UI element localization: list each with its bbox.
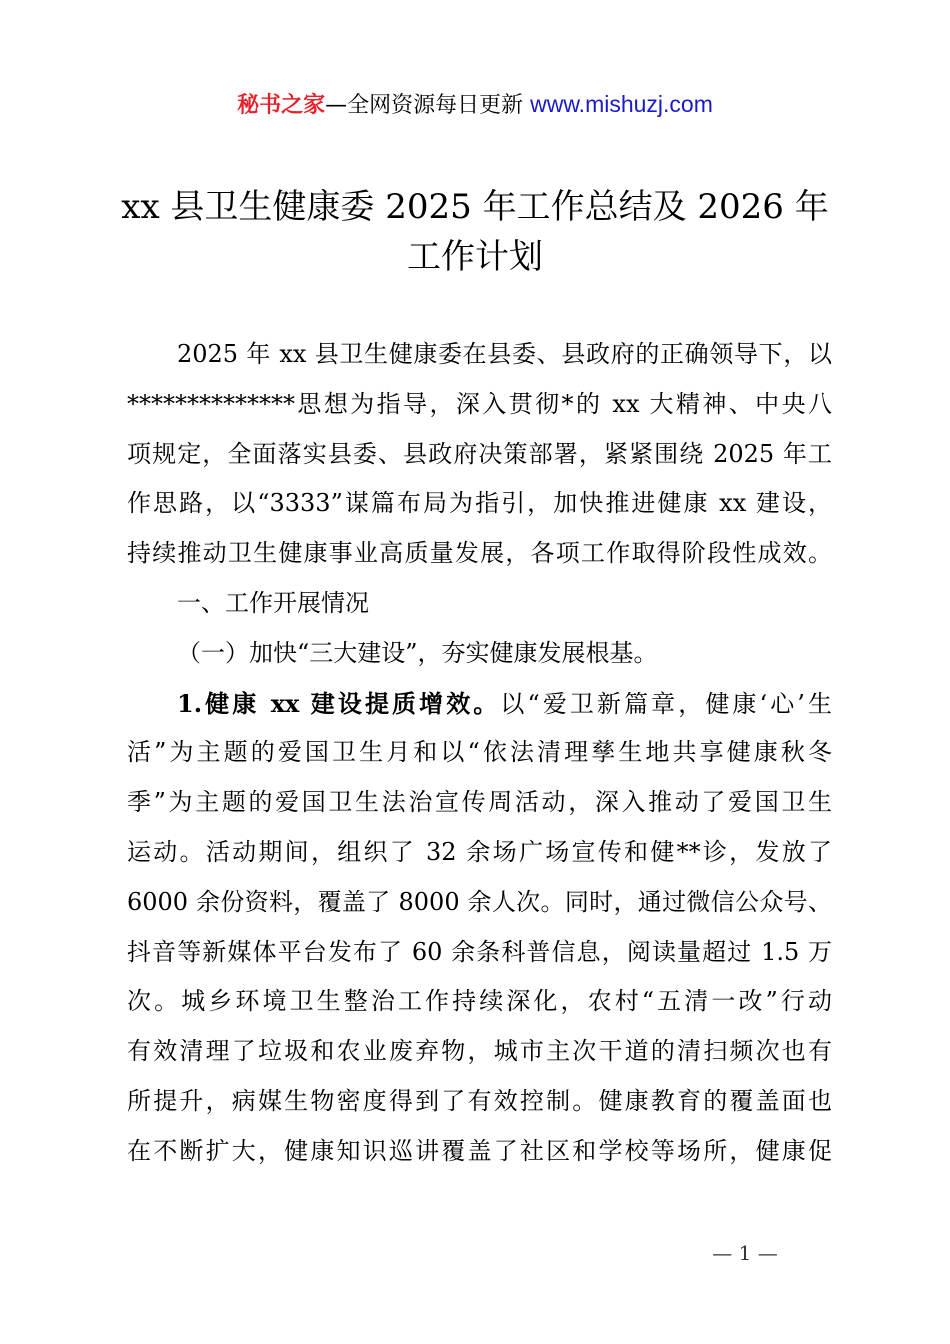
text-line: 在不断扩大，健康知识巡讲覆盖了社区和学校等场所，健康促	[127, 1136, 832, 1165]
banner-slogan: —全网资源每日更新	[325, 93, 531, 118]
title-line-1: xx 县卫生健康委 2025 年工作总结及 2026 年	[121, 187, 829, 227]
item-text: 以“爱卫新篇章，健康‘心’生	[500, 689, 832, 718]
item-heading: 1.健康 xx 建设提质增效。	[177, 688, 501, 718]
text-line: 有效清理了垃圾和农业废弃物，城市主次干道的清扫频次也有	[127, 1037, 832, 1066]
text-line: 次。城乡环境卫生整治工作持续深化，农村“五清一改”行动	[127, 987, 832, 1016]
title-line-2: 工作计划	[407, 237, 543, 277]
text-line: 持续推动卫生健康事业高质量发展，各项工作取得阶段性成效。	[127, 539, 832, 568]
page-number: — 1 —	[712, 1241, 778, 1265]
text-line: 活”为主题的爱国卫生月和以“依法清理孳生地共享健康秋冬	[127, 738, 832, 767]
text-line: 2025 年 xx 县卫生健康委在县委、县政府的正确领导下，以	[177, 340, 832, 368]
section-heading: 一、工作开展情况	[177, 588, 369, 617]
document-title	[100, 182, 850, 282]
site-banner	[0, 88, 950, 122]
text-line	[127, 679, 832, 729]
text-line: 季”为主题的爱国卫生法治宣传周活动，深入推动了爱国卫生	[127, 788, 832, 817]
text-line: **************思想为指导，深入贯彻*的 xx 大精神、中央八	[127, 389, 832, 418]
brand-name: 秘书之家	[237, 93, 326, 118]
document-body	[127, 330, 832, 1177]
subsection-heading: （一）加快“三大建设”，夯实健康发展根基。	[177, 638, 658, 667]
item-paragraph	[127, 679, 832, 1177]
intro-paragraph	[127, 330, 832, 579]
text-line: 抖音等新媒体平台发布了 60 余条科普信息，阅读量超过 1.5 万	[127, 937, 832, 966]
text-line: 项规定，全面落实县委、县政府决策部署，紧紧围绕 2025 年工	[127, 439, 832, 468]
text-line: 运动。活动期间，组织了 32 余场广场宣传和健**诊，发放了	[127, 837, 832, 866]
text-line: 作思路，以“3333”谋篇布局为指引，加快推进健康 xx 建设，	[127, 489, 832, 518]
site-url-link[interactable]: www.mishuzj.com	[530, 91, 713, 117]
text-line: 6000 余份资料，覆盖了 8000 余人次。同时，通过微信公众号、	[127, 887, 832, 916]
text-line: 所提升，病媒生物密度得到了有效控制。健康教育的覆盖面也	[127, 1086, 832, 1115]
